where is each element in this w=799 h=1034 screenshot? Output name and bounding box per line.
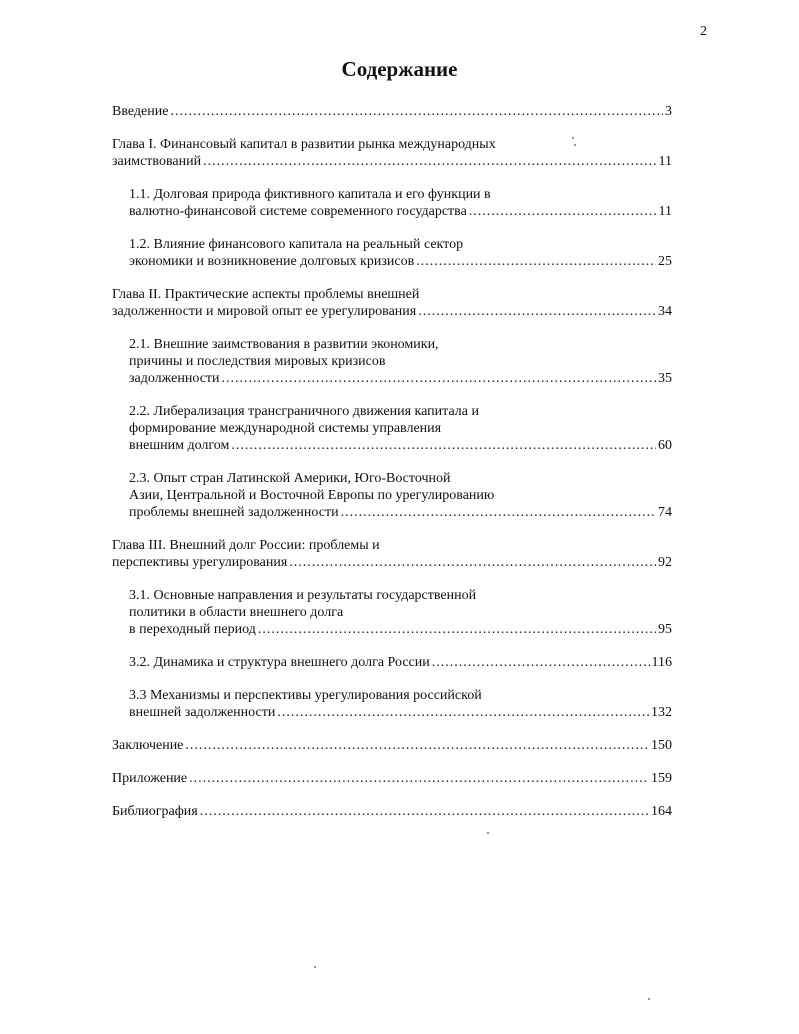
- scan-speck: [487, 832, 489, 834]
- toc-page-number: 132: [651, 705, 672, 720]
- toc-leader-dots: [432, 654, 650, 671]
- toc-page-number: 34: [658, 304, 672, 319]
- toc-leader-dots: [222, 370, 656, 387]
- toc-entry-title: Введение: [112, 104, 169, 119]
- page-title: Содержание: [341, 57, 458, 81]
- toc-entry-title: заимствований: [112, 154, 202, 169]
- scan-speck: [648, 998, 650, 1000]
- toc-entry-chapter-3: [112, 537, 672, 571]
- toc-entry-conclusion: [112, 737, 672, 754]
- toc-page-number: 11: [658, 154, 672, 169]
- toc-page-number: 164: [651, 804, 672, 819]
- toc-entry-section-1-1: [129, 186, 672, 220]
- toc-entry-section-2-2: [129, 403, 672, 454]
- toc-entry-title: 3.2. Динамика и структура внешнего долга России: [129, 655, 430, 670]
- toc-entry-line: 1.1. Долговая природа фиктивного капитала и его функции в: [129, 187, 491, 202]
- page-number: 2: [700, 24, 707, 39]
- toc-entry-title: задолженности и мировой опыт ее урегулирования: [112, 304, 417, 319]
- toc-page-number: 60: [658, 438, 672, 453]
- toc-page-number: 92: [658, 555, 672, 570]
- toc-leader-dots: [258, 621, 656, 638]
- toc-leader-dots: [418, 303, 656, 320]
- toc-page-number: 35: [658, 371, 672, 386]
- toc-entry-line: 3.3 Механизмы и перспективы урегулирования российской: [129, 688, 482, 703]
- toc-leader-dots: [289, 554, 656, 571]
- toc-entry-title: внешним долгом: [129, 438, 230, 453]
- toc-page-number: 95: [658, 622, 672, 637]
- toc-entry-introduction: [112, 103, 672, 120]
- toc-page-number: 25: [658, 254, 672, 269]
- toc-leader-dots: [203, 153, 656, 170]
- toc-page-number: 116: [651, 655, 672, 670]
- toc-entry-line: Глава II. Практические аспекты проблемы внешней: [112, 287, 420, 302]
- toc-entry-line: политики в области внешнего долга: [129, 605, 344, 620]
- scan-speck: [574, 144, 576, 146]
- toc-entry-title: проблемы внешней задолженности: [129, 505, 339, 520]
- toc-entry-title: Заключение: [112, 738, 184, 753]
- toc-entry-line: 2.2. Либерализация трансграничного движения капитала и: [129, 404, 479, 419]
- toc-leader-dots: [469, 203, 657, 220]
- toc-entry-section-2-3: [129, 470, 672, 521]
- table-of-contents: [112, 103, 672, 820]
- toc-leader-dots: [416, 253, 656, 270]
- toc-entry-appendix: [112, 770, 672, 787]
- toc-entry-title: в переходный период: [129, 622, 256, 637]
- toc-leader-dots: [277, 704, 649, 721]
- toc-entry-section-3-2: [129, 654, 672, 671]
- scan-speck: [314, 966, 316, 968]
- toc-leader-dots: [170, 103, 663, 120]
- toc-entry-line: формирование международной системы управления: [129, 421, 442, 436]
- toc-entry-section-3-1: [129, 587, 672, 638]
- scan-speck: [572, 137, 574, 139]
- toc-entry-section-1-2: [129, 236, 672, 270]
- toc-entry-section-3-3: [129, 687, 672, 721]
- toc-entry-line: причины и последствия мировых кризисов: [129, 354, 386, 369]
- toc-entry-bibliography: [112, 803, 672, 820]
- toc-entry-chapter-2: [112, 286, 672, 320]
- toc-entry-title: Библиография: [112, 804, 198, 819]
- toc-leader-dots: [185, 737, 649, 754]
- toc-entry-title: валютно-финансовой системе современного государства: [129, 204, 467, 219]
- toc-entry-line: Глава III. Внешний долг России: проблемы и: [112, 538, 380, 553]
- toc-page-number: 3: [665, 104, 672, 119]
- toc-leader-dots: [341, 504, 656, 521]
- toc-entry-line: Глава I. Финансовый капитал в развитии рынка международных: [112, 137, 496, 152]
- toc-page-number: 150: [651, 738, 672, 753]
- toc-entry-line: Азии, Центральной и Восточной Европы по урегулированию: [129, 488, 495, 503]
- toc-entry-line: 1.2. Влияние финансового капитала на реальный сектор: [129, 237, 464, 252]
- toc-entry-line: 3.1. Основные направления и результаты государственной: [129, 588, 477, 603]
- toc-leader-dots: [189, 770, 649, 787]
- toc-entry-line: 2.1. Внешние заимствования в развитии экономики,: [129, 337, 439, 352]
- toc-entry-title: Приложение: [112, 771, 188, 786]
- toc-page-number: 159: [651, 771, 672, 786]
- toc-page-number: 74: [658, 505, 672, 520]
- toc-entry-chapter-1: [112, 136, 672, 170]
- toc-leader-dots: [231, 437, 656, 454]
- toc-entry-title: экономики и возникновение долговых кризисов: [129, 254, 415, 269]
- toc-entry-section-2-1: [129, 336, 672, 387]
- toc-entry-line: 2.3. Опыт стран Латинской Америки, Юго-Восточной: [129, 471, 451, 486]
- toc-leader-dots: [200, 803, 649, 820]
- toc-entry-title: внешней задолженности: [129, 705, 276, 720]
- toc-page-number: 11: [658, 204, 672, 219]
- toc-entry-title: задолженности: [129, 371, 220, 386]
- toc-entry-title: перспективы урегулирования: [112, 555, 288, 570]
